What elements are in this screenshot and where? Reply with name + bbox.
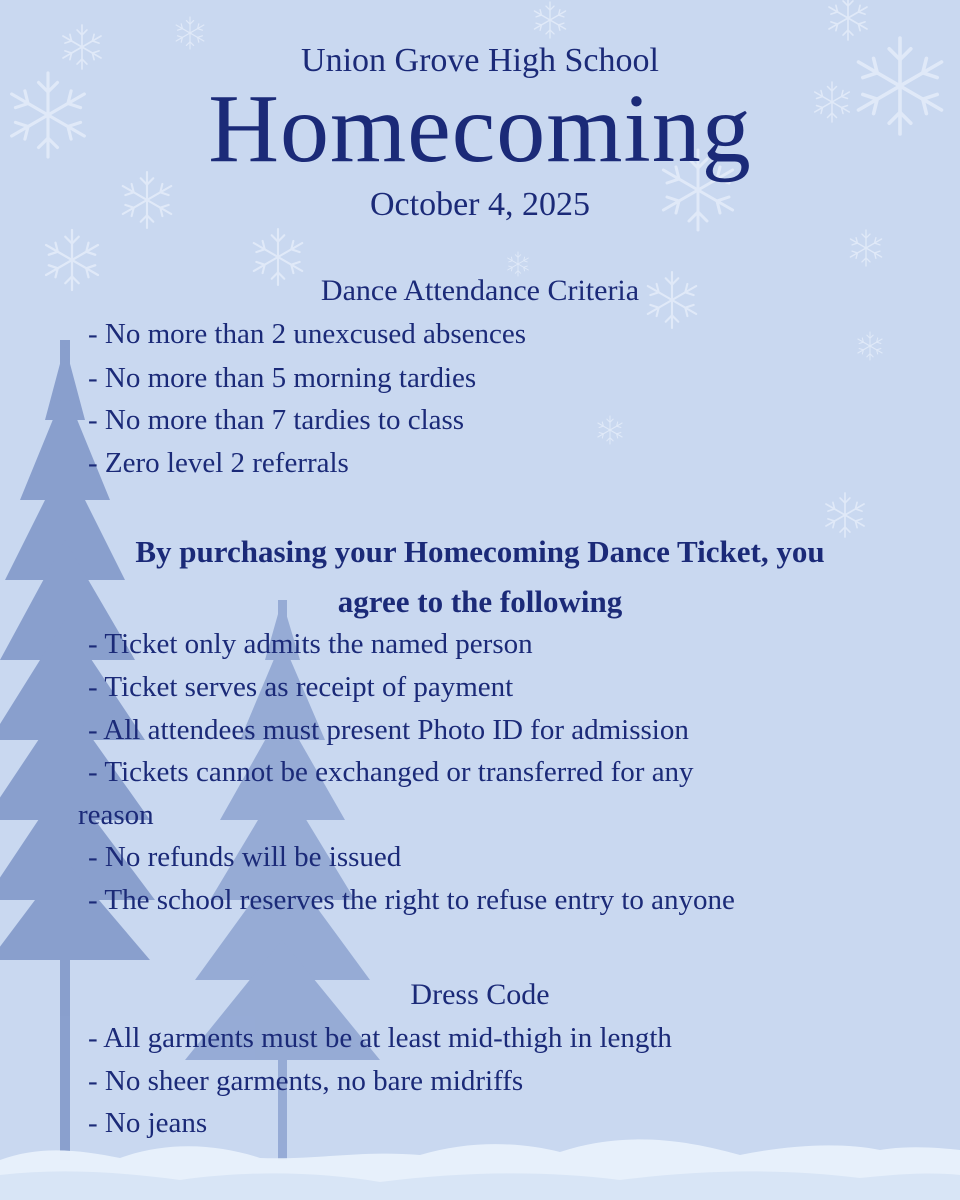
agreement-item: - Tickets cannot be exchanged or transferred for any [88,756,694,788]
dress-code-heading: Dress Code [410,978,550,1011]
dress-code-item: - All garments must be at least mid-thigh in length [88,1022,672,1054]
agreement-item: - Ticket serves as receipt of payment [88,671,514,703]
attendance-item: - Zero level 2 referrals [88,447,349,479]
dress-code-item: - No jeans [88,1107,208,1139]
attendance-item: - No more than 5 morning tardies [88,362,477,394]
agreement-heading-line2: agree to the following [337,584,623,619]
school-name: Union Grove High School [301,42,659,79]
agreement-item: - Ticket only admits the named person [88,628,533,660]
dress-code-item: - No sheer garments, no bare midriffs [88,1065,524,1097]
event-date: October 4, 2025 [369,186,590,223]
agreement-item-continued: reason [78,799,154,831]
agreement-heading-line1: By purchasing your Homecoming Dance Ticket, you [135,534,825,569]
agreement-item: - No refunds will be issued [88,841,402,873]
attendance-item: - No more than 2 unexcused absences [88,318,527,350]
page-title: Homecoming [208,75,752,183]
agreement-item: - The school reserves the right to refuse entry to anyone [88,884,735,916]
attendance-heading: Dance Attendance Criteria [320,274,640,307]
attendance-item: - No more than 7 tardies to class [88,404,465,436]
agreement-item: - All attendees must present Photo ID for admission [88,714,689,746]
